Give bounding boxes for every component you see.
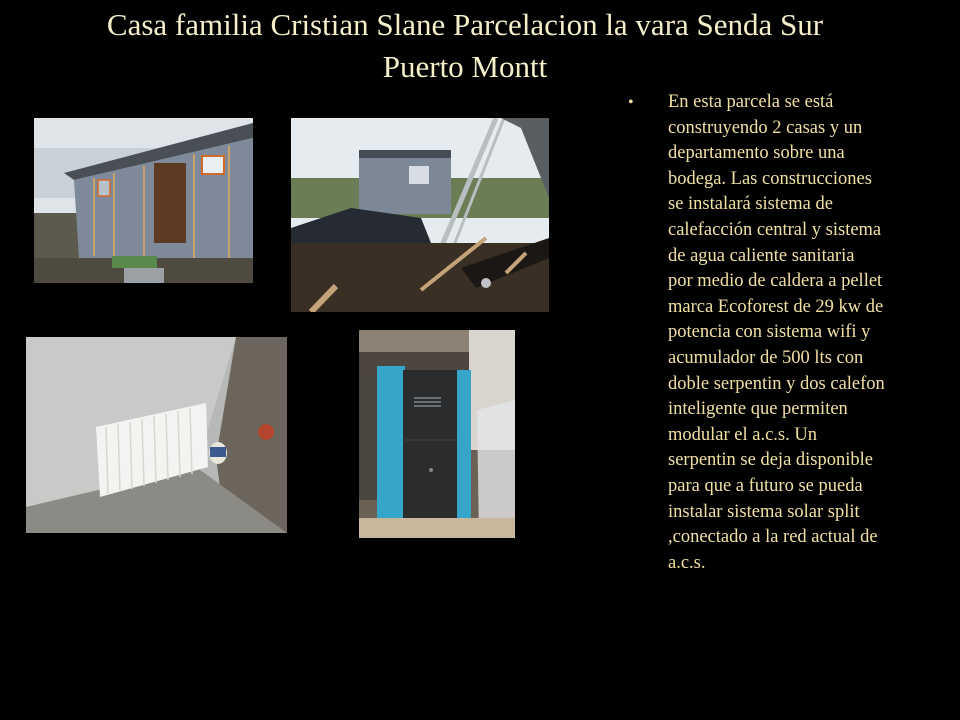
photo-radiator [26, 337, 287, 533]
photo-house-facade [34, 118, 253, 283]
photo-boiler [359, 330, 515, 538]
slide-title-line-2: Puerto Montt [382, 49, 548, 84]
bullet-icon: • [628, 94, 634, 111]
slide-title-line-1: Casa familia Cristian Slane Parcelacion la vara Senda Sur [106, 7, 824, 42]
slide-title [0, 4, 930, 88]
photo-site-trench [291, 118, 549, 312]
description-text: En esta parcela se está construyendo 2 casas y un departamento sobre una bodega. Las construcciones se instalará sistema de calefacción central y sistema de agua caliente sanitaria por medio de caldera a pellet marca Ecoforest de 29 kw de potencia con sistema wifi y acumulador de 500 lts con doble serpentin y dos calefon inteligente que permiten modular el a.c.s. Un serpentin se deja disponible para que a futuro se pueda instalar sistema solar split ,conectado a la red actual de a.c.s. [668, 92, 885, 573]
